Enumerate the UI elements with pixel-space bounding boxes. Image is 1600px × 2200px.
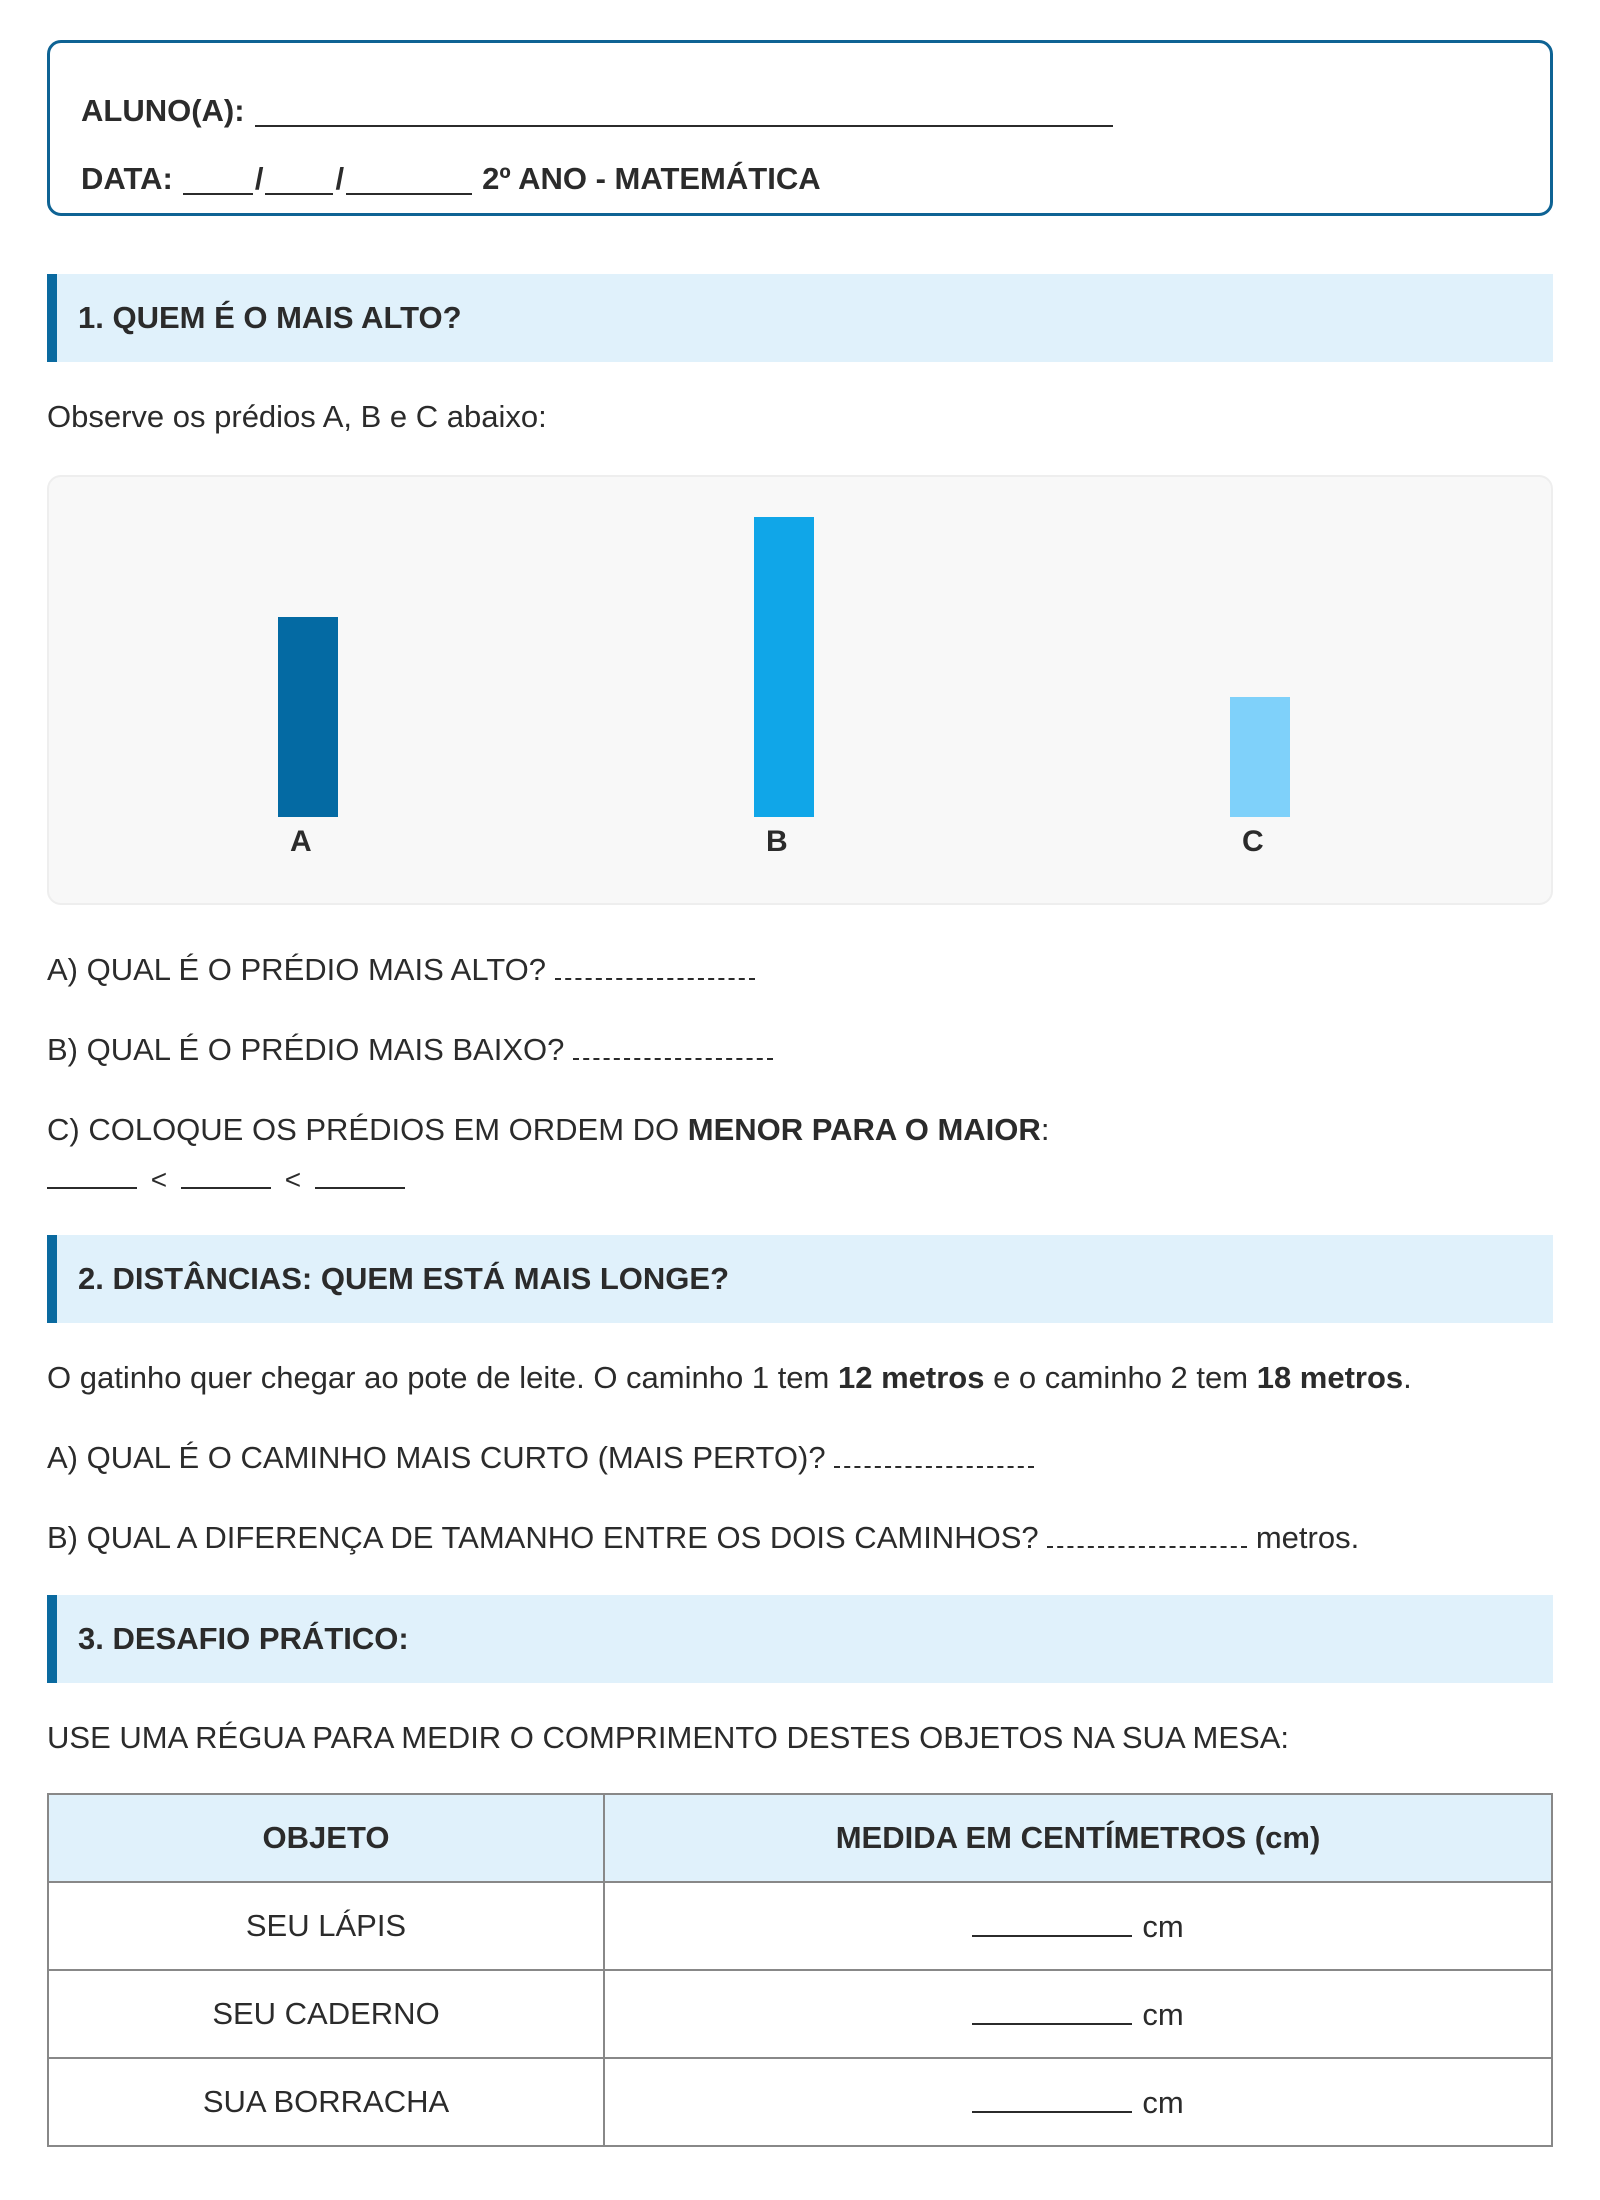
table-row (48, 2058, 1552, 2146)
object-cell: SEU CADERNO (48, 1970, 604, 2058)
section-1-question-b (47, 1032, 773, 1068)
section-2-header (47, 1235, 1553, 1323)
section-2-title: 2. DISTÂNCIAS: QUEM ESTÁ MAIS LONGE? (78, 1261, 730, 1296)
answer-a-field[interactable] (555, 952, 755, 980)
measure-cell (604, 1970, 1552, 2058)
header-object: OBJETO (48, 1794, 604, 1882)
measurement-table (47, 1793, 1553, 2147)
section-1-header (47, 274, 1553, 362)
order-symbol-1: < (150, 1164, 168, 1195)
section-2-question-b (47, 1520, 1359, 1556)
date-month-field[interactable] (265, 163, 333, 195)
buildings-chart (47, 475, 1553, 905)
bar-b (754, 517, 814, 817)
table-row (48, 1882, 1552, 1970)
order-symbol-2: < (284, 1164, 302, 1195)
section-3-header (47, 1595, 1553, 1683)
measure-field-eraser[interactable] (972, 2083, 1132, 2113)
section-3-intro: USE UMA RÉGUA PARA MEDIR O COMPRIMENTO DESTES OBJETOS NA SUA MESA: (47, 1720, 1289, 1755)
student-name-line (81, 77, 1519, 145)
table-row (48, 1970, 1552, 2058)
measurement-table-wrapper (47, 1793, 1553, 2147)
date-day-field[interactable] (183, 163, 253, 195)
order-third-field[interactable] (315, 1161, 405, 1189)
question-c-bold: MENOR PARA O MAIOR (687, 1112, 1041, 1147)
question-2b-text: B) QUAL A DIFERENÇA DE TAMANHO ENTRE OS DOIS CAMINHOS? (47, 1520, 1039, 1555)
section-1-question-c (47, 1112, 1049, 1148)
question-a-text: A) QUAL É O PRÉDIO MAIS ALTO? (47, 952, 547, 987)
question-2b-unit: metros. (1255, 1520, 1360, 1555)
section-1-question-a (47, 952, 755, 988)
date-line: DATA: / / 2º ANO - MATEMÁTICA (81, 161, 821, 196)
order-first-field[interactable] (47, 1161, 137, 1189)
unit-label: cm (1142, 1997, 1184, 2032)
measure-field-notebook[interactable] (972, 1995, 1132, 2025)
measure-cell (604, 1882, 1552, 1970)
order-answer-line (47, 1161, 405, 1198)
answer-b-field[interactable] (573, 1032, 773, 1060)
subject-label: 2º ANO - MATEMÁTICA (482, 161, 821, 196)
section-2-intro (47, 1360, 1412, 1396)
measure-cell (604, 2058, 1552, 2146)
measure-field-pencil[interactable] (972, 1907, 1132, 1937)
question-c-suffix: : (1040, 1112, 1050, 1147)
intro-text-2: e o caminho 2 tem (984, 1360, 1257, 1395)
table-header-row (48, 1794, 1552, 1882)
answer-2b-field[interactable] (1047, 1520, 1247, 1548)
intro-text-1: O gatinho quer chegar ao pote de leite. O caminho 1 tem (47, 1360, 838, 1395)
section-1-intro: Observe os prédios A, B e C abaixo: (47, 399, 547, 434)
date-label: DATA: (81, 161, 173, 196)
path-2-length: 18 metros (1256, 1360, 1404, 1395)
bar-a (278, 617, 338, 817)
student-info-box (47, 40, 1553, 216)
bar-c (1230, 697, 1290, 817)
buildings-chart-svg (49, 477, 1555, 907)
bar-label-b: B (766, 825, 788, 858)
section-3-title: 3. DESAFIO PRÁTICO: (78, 1621, 409, 1656)
unit-label: cm (1142, 2085, 1184, 2120)
question-b-text: B) QUAL É O PRÉDIO MAIS BAIXO? (47, 1032, 565, 1067)
unit-label: cm (1142, 1909, 1184, 1944)
section-2-question-a (47, 1440, 1034, 1476)
bar-label-a: A (290, 825, 312, 858)
question-2a-text: A) QUAL É O CAMINHO MAIS CURTO (MAIS PERTO)? (47, 1440, 826, 1475)
object-cell: SEU LÁPIS (48, 1882, 604, 1970)
intro-text-3: . (1403, 1360, 1412, 1395)
student-name-field[interactable] (255, 95, 1113, 127)
answer-2a-field[interactable] (834, 1440, 1034, 1468)
order-second-field[interactable] (181, 1161, 271, 1189)
bar-label-c: C (1242, 825, 1264, 858)
path-1-length: 12 metros (837, 1360, 985, 1395)
question-c-prefix: C) COLOQUE OS PRÉDIOS EM ORDEM DO (47, 1112, 688, 1147)
date-year-field[interactable] (346, 163, 472, 195)
header-measure: MEDIDA EM CENTÍMETROS (cm) (604, 1794, 1552, 1882)
object-cell: SUA BORRACHA (48, 2058, 604, 2146)
section-1-title: 1. QUEM É O MAIS ALTO? (78, 300, 462, 335)
student-label: ALUNO(A): (81, 93, 245, 128)
